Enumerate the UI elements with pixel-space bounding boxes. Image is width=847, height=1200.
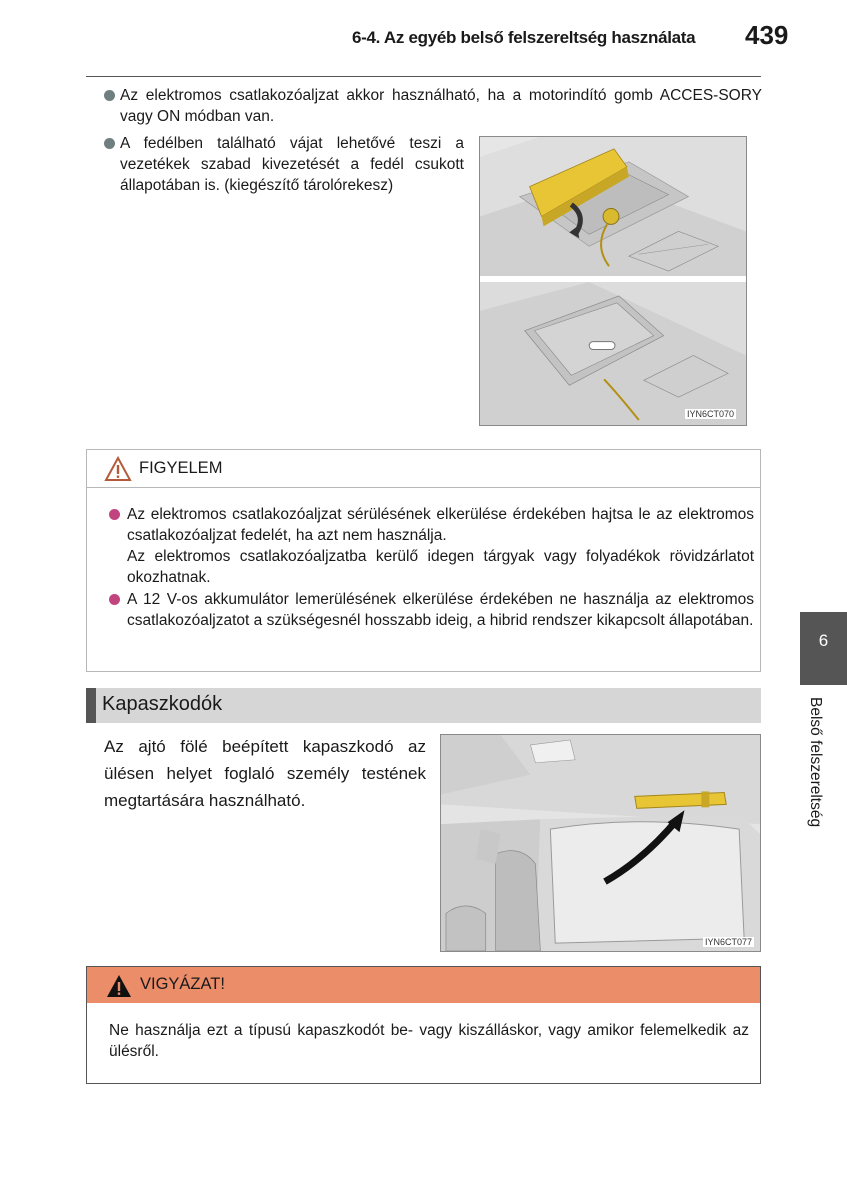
figure-code: IYN6CT077 [704, 937, 752, 947]
section-body-text: Az ajtó fölé beépített kapaszkodó az ülésen helyet foglaló személy testének megtartására használható. [104, 737, 426, 810]
header-divider [86, 76, 761, 77]
page-number: 439 [745, 20, 789, 50]
chapter-tab: 6 [800, 612, 847, 685]
caution-triangle-icon [104, 456, 132, 482]
warning-label: VIGYÁZAT! [140, 975, 225, 993]
caution-header [87, 450, 760, 488]
bullet-dot-icon [104, 90, 115, 101]
assist-grip-illustration [440, 734, 761, 952]
caution-box [86, 449, 761, 672]
caution-item-2: A 12 V-os akkumulátor lemerülésének elkerülése érdekében ne használja az elektromos csatlakozóaljzatot a szükségesnél hosszabb ideig, a hibrid rendszer kikapcsolt állapotában. [109, 589, 754, 631]
bullet-dot-icon [109, 509, 120, 520]
caution-label: FIGYELEM [139, 459, 223, 477]
chapter-label: Belső felszereltség [807, 697, 824, 828]
intro-bullet-1: Az elektromos csatlakozóaljzat akkor használható, ha a motorindító gomb ACCES-SORY vagy ON módban van. [104, 85, 762, 127]
power-outlet-illustration [479, 136, 747, 426]
bullet-dot-icon [104, 138, 115, 149]
section-heading-bar [86, 688, 761, 723]
section-title: Kapaszkodók [102, 693, 223, 715]
caution-item-1: Az elektromos csatlakozóaljzat sérülésének elkerülése érdekében hajtsa le az elektromos csatlakozóaljzat fedelét, ha azt nem használja. Az elektromos csatlakozóaljzatba kerülő idegen tárgyak vagy folyadékok rövidzárlatot okozhatnak. [109, 504, 754, 588]
intro-bullet-2: A fedélben található vájat lehetővé teszi a vezetékek szabad kivezetését a fedél csukott állapotában is. (kiegészítő tárolórekesz) [104, 133, 464, 196]
figure-code: IYN6CT070 [686, 409, 734, 419]
bullet-dot-icon [109, 594, 120, 605]
section-header-title: 6-4. Az egyéb belső felszereltség használata [352, 28, 696, 47]
warning-triangle-icon [105, 973, 133, 999]
warning-box [86, 966, 761, 1084]
warning-text: Ne használja ezt a típusú kapaszkodót be- vagy kiszálláskor, vagy amikor felemelkedik az ülésről. [109, 1022, 749, 1060]
warning-header [87, 967, 760, 1003]
section-accent [86, 688, 96, 723]
